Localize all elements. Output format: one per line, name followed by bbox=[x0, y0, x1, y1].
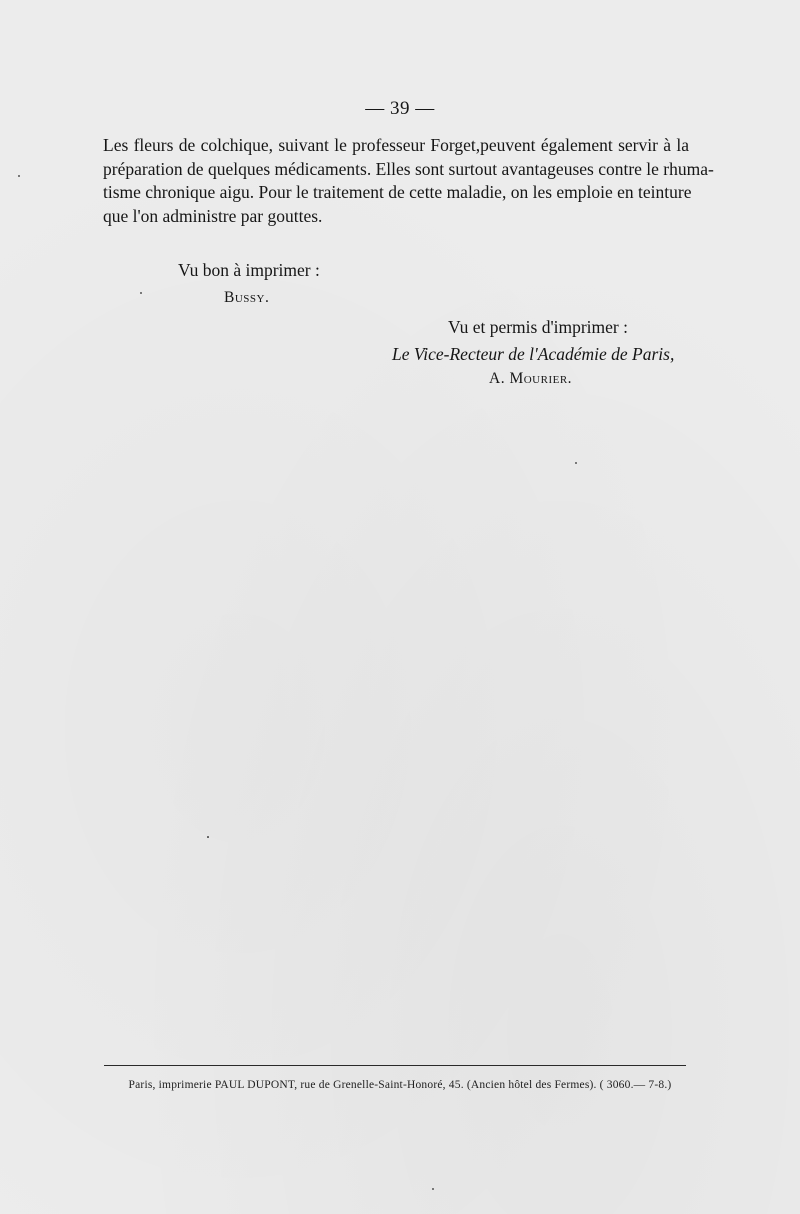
paper-speck bbox=[18, 175, 20, 177]
paragraph-line: préparation de quelques médicaments. Elles sont surtout avantageuses contre le rhuma- bbox=[103, 158, 714, 179]
footer-rule bbox=[104, 1065, 686, 1066]
paper-speck bbox=[575, 462, 577, 464]
printer-imprint: Paris, imprimerie PAUL DUPONT, rue de Grenelle-Saint-Honoré, 45. (Ancien hôtel des Fermes). ( 3060.— 7-8.) bbox=[128, 1079, 672, 1091]
print-approval-text: Vu bon à imprimer : bbox=[178, 260, 320, 280]
paragraph-line: tisme chronique aigu. Pour le traitement de cette maladie, on les emploie en teinture bbox=[103, 182, 692, 202]
body-paragraph bbox=[103, 134, 714, 228]
page-number: — 39 — bbox=[365, 98, 435, 119]
approver-signature: Bussy. bbox=[224, 289, 270, 306]
paper-speck bbox=[140, 292, 142, 294]
rector-signature: A. Mourier. bbox=[489, 370, 573, 387]
authority-title: Le Vice-Recteur de l'Académie de Paris, bbox=[392, 344, 675, 364]
paper-speck bbox=[207, 836, 209, 838]
paragraph-line: que l'on administre par gouttes. bbox=[103, 205, 323, 226]
print-permission-text: Vu et permis d'imprimer : bbox=[448, 317, 628, 337]
paragraph-line: Les fleurs de colchique, suivant le professeur Forget,peuvent également servir à la bbox=[103, 135, 689, 155]
paper-speck bbox=[432, 1188, 434, 1190]
